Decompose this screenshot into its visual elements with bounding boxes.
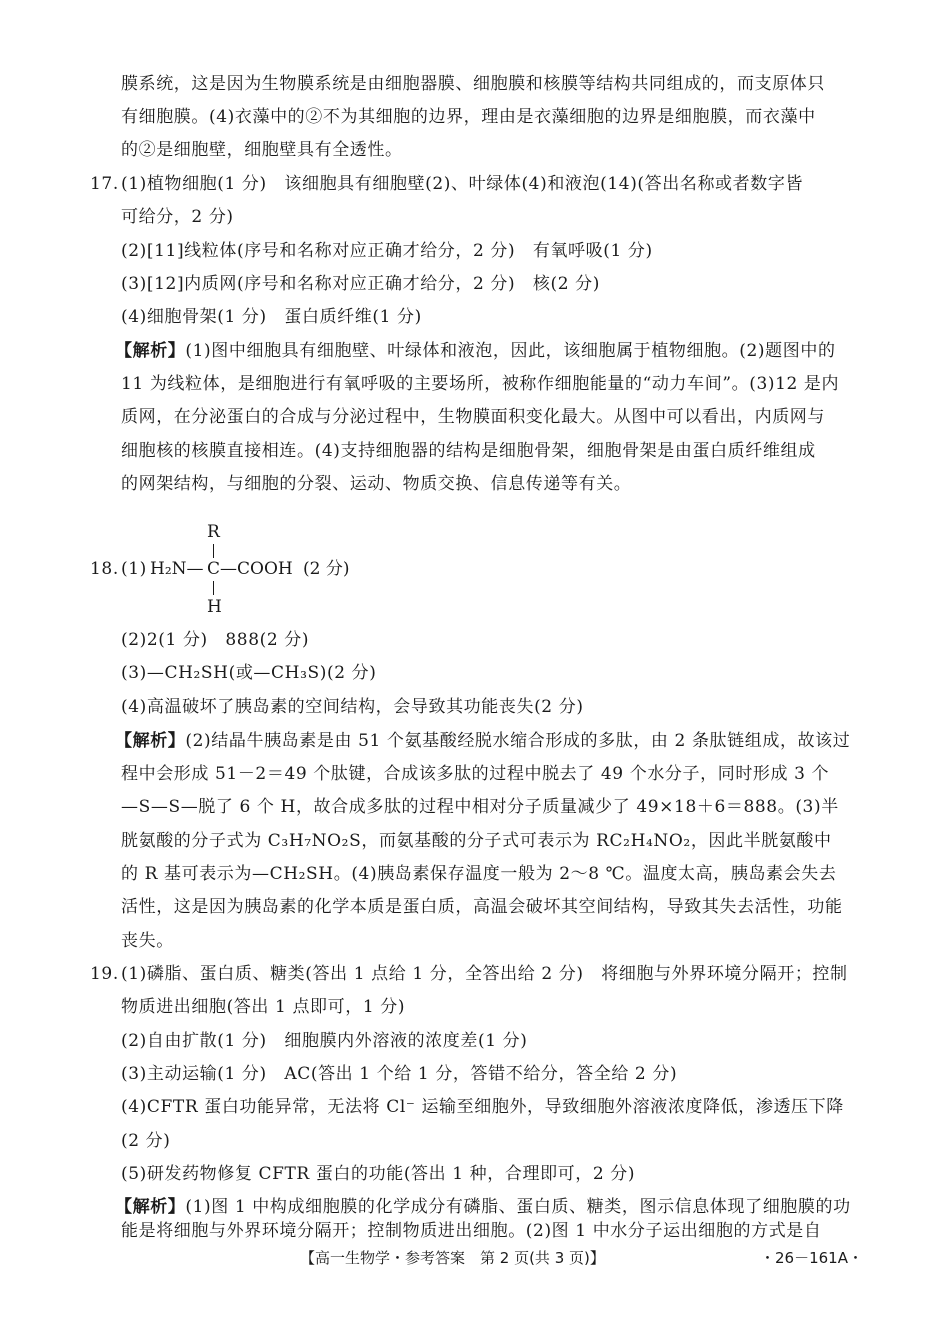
analysis-text: (1)图 1 中构成细胞膜的化学成分有磷脂、蛋白质、糖类，图示信息体现了细胞膜的功 <box>185 1197 851 1217</box>
chem-bond-down <box>213 581 214 595</box>
answer-line: (2 分) <box>121 1131 171 1151</box>
answer-line: (2)[11]线粒体(序号和名称对应正确才给分，2 分) 有氧呼吸(1 分) <box>121 241 653 261</box>
question-number: 18. <box>90 559 119 579</box>
question-number: 17. <box>90 174 119 194</box>
question-number: 19. <box>90 964 119 984</box>
answer-part: (1) <box>121 559 147 579</box>
answer-line: (5)研发药物修复 CFTR 蛋白的功能(答出 1 种，合理即可，2 分) <box>121 1164 636 1184</box>
answer-line: (1)磷脂、蛋白质、糖类(答出 1 点给 1 分，全答出给 2 分) 将细胞与外界环境分隔开；控制 <box>121 964 848 984</box>
page-code: ・26－161A・ <box>760 1249 863 1267</box>
analysis-tag: 【解析】 <box>115 1197 186 1217</box>
answer-line: 物质进出细胞(答出 1 点即可，1 分) <box>121 997 406 1017</box>
analysis-line: 程中会形成 51－2＝49 个肽键，合成该多肽的过程中脱去了 49 个水分子，同时形成 3 个 <box>121 764 830 784</box>
answer-line: (2)自由扩散(1 分) 细胞膜内外溶液的浓度差(1 分) <box>121 1031 528 1051</box>
answer-line: (3)—CH₂SH(或—CH₃S)(2 分) <box>121 663 377 683</box>
analysis-line: 的 R 基可表示为—CH₂SH。(4)胰岛素保存温度一般为 2～8 ℃。温度太高，胰岛素会失去 <box>121 864 837 884</box>
chem-carboxyl: —COOH <box>220 559 293 579</box>
analysis-tag: 【解析】 <box>115 341 186 361</box>
chem-score: (2 分) <box>303 559 350 579</box>
chem-r-group: R <box>207 522 220 542</box>
analysis-line <box>115 1196 851 1218</box>
chem-carbon: C <box>207 559 221 579</box>
text-line: 膜系统，这是因为生物膜系统是由细胞器膜、细胞膜和核膜等结构共同组成的，而支原体只 <box>121 74 825 94</box>
answer-line: 可给分，2 分) <box>121 207 234 227</box>
answer-line: (4)高温破坏了胰岛素的空间结构，会导致其功能丧失(2 分) <box>121 697 584 717</box>
analysis-line: 活性，这是因为胰岛素的化学本质是蛋白质，高温会破坏其空间结构，导致其失去活性，功能 <box>121 897 843 917</box>
answer-line: (4)CFTR 蛋白功能异常，无法将 Cl⁻ 运输至细胞外，导致细胞外溶液浓度降低，渗透压下降 <box>121 1097 844 1117</box>
analysis-line: 胱氨酸的分子式为 C₃H₇NO₂S，而氨基酸的分子式可表示为 RC₂H₄NO₂，因此半胱氨酸中 <box>121 831 832 851</box>
chem-hydrogen: H <box>207 597 222 617</box>
answer-line: (1)植物细胞(1 分) 该细胞具有细胞壁(2)、叶绿体(4)和液泡(14)(答出名称或者数字皆 <box>121 174 804 194</box>
chem-amino: H₂N— <box>150 559 204 579</box>
analysis-text: (1)图中细胞具有细胞壁、叶绿体和液泡，因此，该细胞属于植物细胞。(2)题图中的 <box>185 341 836 361</box>
analysis-line: 11 为线粒体，是细胞进行有氧呼吸的主要场所，被称作细胞能量的“动力车间”。(3)12 是内 <box>121 374 840 394</box>
text-line: 有细胞膜。(4)衣藻中的②不为其细胞的边界，理由是衣藻细胞的边界是细胞膜，而衣藻中 <box>121 107 816 127</box>
analysis-tag: 【解析】 <box>115 731 186 751</box>
text-line: 的②是细胞壁，细胞壁具有全透性。 <box>121 140 403 160</box>
analysis-line: 丧失。 <box>121 931 174 951</box>
analysis-text: (2)结晶牛胰岛素是由 51 个氨基酸经脱水缩合形成的多肽，由 2 条肽链组成，故该过 <box>185 731 851 751</box>
answer-line: (4)细胞骨架(1 分) 蛋白质纤维(1 分) <box>121 307 422 327</box>
analysis-line <box>115 340 836 362</box>
answer-line: (3)主动运输(1 分) AC(答出 1 个给 1 分，答错不给分，答全给 2 分) <box>121 1064 678 1084</box>
analysis-line: —S—S—脱了 6 个 H，故合成多肽的过程中相对分子质量减少了 49×18＋6＝888。(3)半 <box>121 797 839 817</box>
analysis-line: 质网，在分泌蛋白的合成与分泌过程中，生物膜面积变化最大。从图中可以看出，内质网与 <box>121 407 825 427</box>
answer-line: (3)[12]内质网(序号和名称对应正确才给分，2 分) 核(2 分) <box>121 274 600 294</box>
page-footer: 【高一生物学・参考答案 第 2 页(共 3 页)】 <box>300 1249 605 1267</box>
analysis-line: 的网架结构，与细胞的分裂、运动、物质交换、信息传递等有关。 <box>121 474 632 494</box>
analysis-line <box>115 730 850 752</box>
analysis-line: 细胞核的核膜直接相连。(4)支持细胞器的结构是细胞骨架，细胞骨架是由蛋白质纤维组成 <box>121 441 816 461</box>
analysis-line: 能是将细胞与外界环境分隔开；控制物质进出细胞。(2)图 1 中水分子运出细胞的方式是自 <box>121 1221 822 1241</box>
answer-line: (2)2(1 分) 888(2 分) <box>121 630 310 650</box>
chem-bond-up <box>213 544 214 558</box>
